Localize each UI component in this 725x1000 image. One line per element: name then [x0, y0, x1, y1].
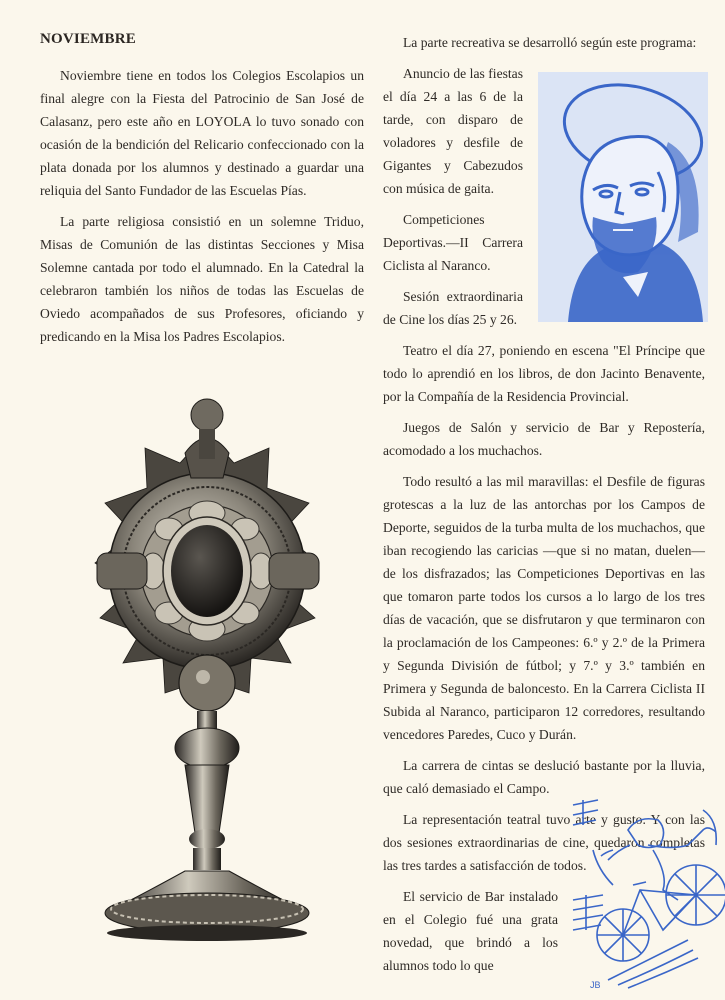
paragraph-results: Todo resultó a las mil maravillas: el Desfile de figuras grotescas a la luz de las antorchas por los Campos de Deporte, seguidos de la turba multa de los muchachos, que iban recogiendo las caricias —que si no matan, duelen— de los disfrazados; las Competiciones Deportivas en las que tomaron parte todos los cursos a lo largo de los tres días de vacación, que se disfrutaron y que terminaron con la proclamación de los Campeones: 6.º y 2.º de la Primera y Segunda División de fútbol; y 7.º y 3.º también en Primera y Segunda de baloncesto. En la Carrera Ciclista II Subida al Naranco, participaron 12 corredores, resultando vencedores Paredes, Cuco y Durán.: [383, 474, 705, 742]
paragraph-ribbon-race: La carrera de cintas se deslució bastante por la lluvia, que caló demasiado el Campo.: [383, 758, 705, 796]
left-column: [40, 31, 364, 356]
program-item-cinema: Sesión extraordinaria de Cine los días 25 y 26.: [383, 289, 523, 327]
section-heading: NOVIEMBRE: [40, 31, 136, 47]
program-item-theatre: Teatro el día 27, poniendo en escena "El Príncipe que todo lo aprendió en los libros, de don Jacinto Benavente, por la Compañía de la Residencia Provincial.: [383, 343, 705, 404]
program-item-announcement: Anuncio de las fiestas el día 24 a las 6 de la tarde, con disparo de voladores y desfile de Gigantes y Cabezudos con música de gaita.: [383, 66, 523, 196]
paragraph-bar: El servicio de Bar instalado en el Colegio fué una grata novedad, que brindó a los alumnos todo lo que: [383, 889, 558, 973]
recreation-intro: La parte recreativa se desarrolló según este programa:: [403, 35, 697, 50]
program-item-games: Juegos de Salón y servicio de Bar y Repostería, acomodado a los muchachos.: [383, 420, 705, 458]
saint-portrait-illustration: [538, 72, 708, 322]
paragraph-religious: La parte religiosa consistió en un solemne Triduo, Misas de Comunión de las distintas Secciones y Misa Solemne cantada por todo el alumnado. En la Catedral la celebraron también los niños de todas las Escuelas de Oviedo acompañados de sus Profesores, oficiando y predicando en la Misa los Padres Escolapios.: [40, 214, 364, 344]
illustration-signature: JB: [590, 980, 601, 990]
paragraph-theatre: La representación teatral tuvo arte y gusto. Y con las dos sesiones extraordinarias de cine, quedaron completas las tres tardes a satisfacción de todos.: [383, 812, 705, 873]
reliquary-photo: [85, 393, 330, 948]
cyclist-illustration: [568, 790, 725, 990]
paragraph-intro: Noviembre tiene en todos los Colegios Escolapios un final alegre con la Fiesta del Patrocinio de San José de Calasanz, pero este año en LOYOLA lo tuvo sonado con ocasión de la bendición del Relicario confeccionado con la plata donada por los alumnos y destinado a guardar una reliquia del Santo Fundador de las Escuelas Pías.: [40, 68, 364, 198]
program-item-sports: Competiciones Deportivas.—II Carrera Ciclista al Naranco.: [383, 212, 523, 273]
